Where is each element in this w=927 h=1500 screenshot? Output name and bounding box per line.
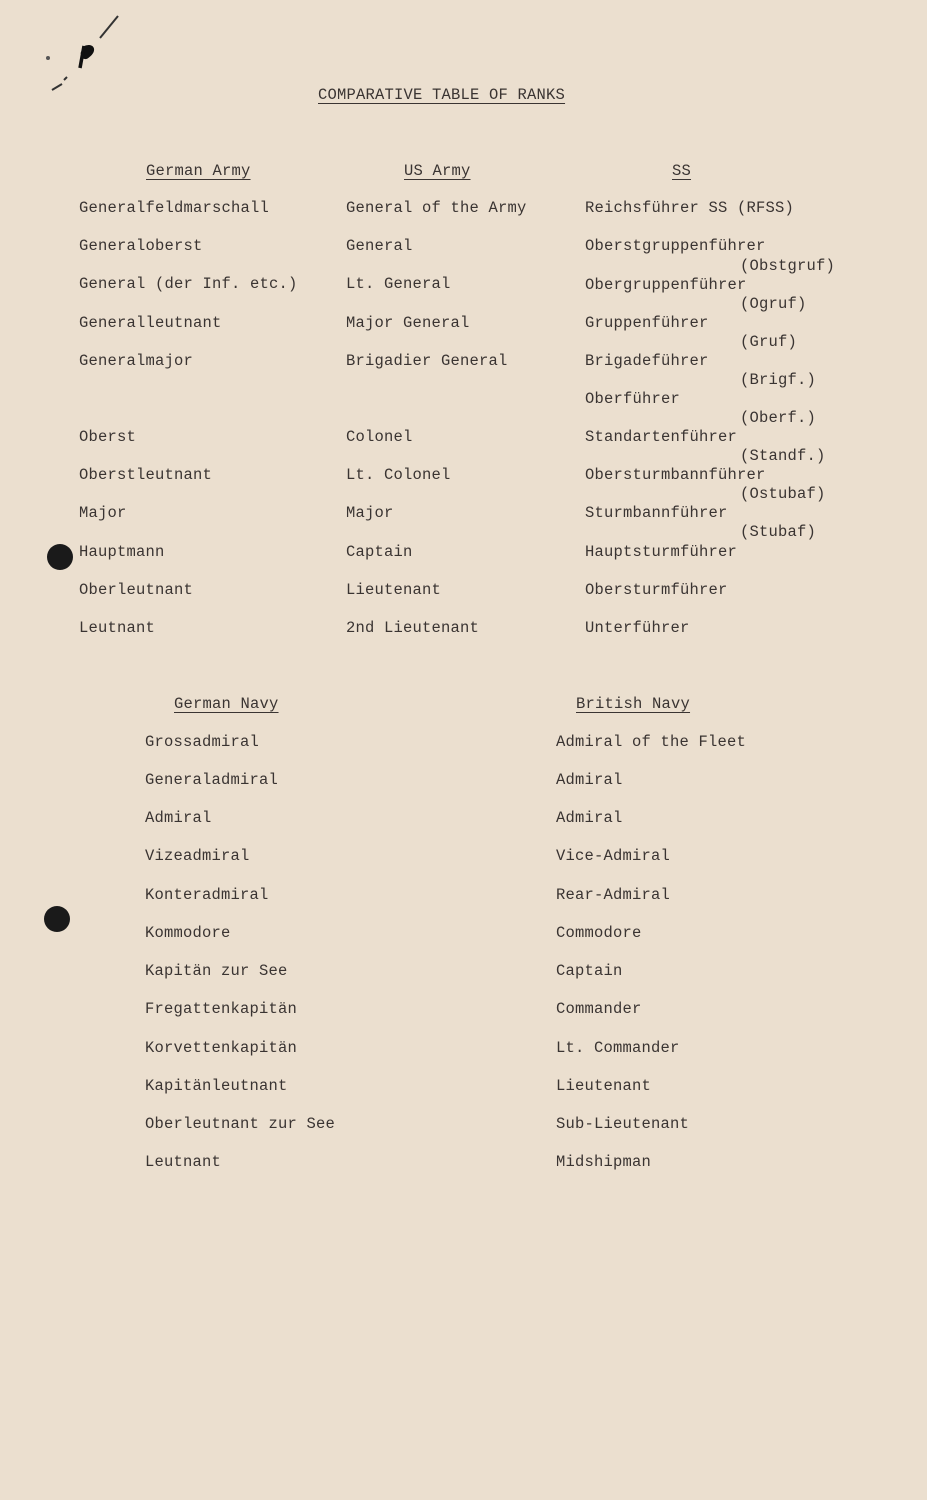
british-navy-rank: Vice-Admiral [556, 847, 671, 865]
ss-rank-abbreviation: (Oberf.) [740, 409, 817, 427]
us-army-rank: Lieutenant [346, 581, 442, 599]
ss-rank-abbreviation: (Ostubaf) [740, 485, 826, 503]
us-army-rank: Brigadier General [346, 352, 508, 370]
us-army-rank: 2nd Lieutenant [346, 619, 480, 637]
german-army-rank: Generalmajor [79, 352, 194, 370]
german-navy-rank: Korvettenkapitän [145, 1039, 298, 1057]
ss-rank-abbreviation: (Obstgruf) [740, 257, 836, 275]
ss-rank-abbreviation: (Gruf) [740, 333, 798, 351]
german-navy-rank: Konteradmiral [145, 886, 269, 904]
german-army-rank: Generalleutnant [79, 314, 222, 332]
german-army-rank: Leutnant [79, 619, 156, 637]
us-army-rank: Colonel [346, 428, 413, 446]
german-navy-rank: Kapitänleutnant [145, 1077, 288, 1095]
german-army-rank: Generaloberst [79, 237, 203, 255]
german-navy-rank: Fregattenkapitän [145, 1000, 298, 1018]
british-navy-rank: Captain [556, 962, 623, 980]
ss-rank: Oberstgruppenführer [585, 237, 766, 255]
us-army-rank: General [346, 237, 413, 255]
ss-rank: Obersturmbannführer [585, 466, 766, 484]
ss-rank-abbreviation: (Standf.) [740, 447, 826, 465]
german-army-rank: General (der Inf. etc.) [79, 275, 298, 293]
us-army-rank: Captain [346, 543, 413, 561]
page-title: COMPARATIVE TABLE OF RANKS [318, 86, 566, 104]
header-german-army: German Army [146, 162, 251, 180]
header-british-navy: British Navy [576, 695, 691, 713]
ss-rank-abbreviation: (Stubaf) [740, 523, 817, 541]
ss-rank: Standartenführer [585, 428, 738, 446]
british-navy-rank: Commodore [556, 924, 642, 942]
ss-rank: Brigadeführer [585, 352, 709, 370]
ss-rank-abbreviation: (Brigf.) [740, 371, 817, 389]
british-navy-rank: Lieutenant [556, 1077, 652, 1095]
ss-rank: Gruppenführer [585, 314, 709, 332]
german-navy-rank: Vizeadmiral [145, 847, 250, 865]
british-navy-rank: Midshipman [556, 1153, 652, 1171]
british-navy-rank: Admiral of the Fleet [556, 733, 747, 751]
punch-hole [47, 544, 73, 570]
british-navy-rank: Admiral [556, 771, 623, 789]
ss-rank: Sturmbannführer [585, 504, 728, 522]
british-navy-rank: Commander [556, 1000, 642, 1018]
german-navy-rank: Grossadmiral [145, 733, 260, 751]
british-navy-rank: Admiral [556, 809, 623, 827]
us-army-rank: Lt. General [346, 275, 451, 293]
german-navy-rank: Kapitän zur See [145, 962, 288, 980]
ss-rank: Reichsführer SS (RFSS) [585, 199, 795, 217]
german-navy-rank: Generaladmiral [145, 771, 279, 789]
ss-rank: Oberführer [585, 390, 681, 408]
ss-rank: Hauptsturmführer [585, 543, 738, 561]
german-army-rank: Oberleutnant [79, 581, 194, 599]
ss-rank: Obergruppenführer [585, 276, 747, 294]
ss-rank: Obersturmführer [585, 581, 728, 599]
german-army-rank: Major [79, 504, 127, 522]
german-navy-rank: Admiral [145, 809, 212, 827]
german-navy-rank: Leutnant [145, 1153, 222, 1171]
german-army-rank: Hauptmann [79, 543, 165, 561]
pencil-mark-icon [40, 10, 130, 100]
header-ss: SS [672, 162, 692, 180]
british-navy-rank: Lt. Commander [556, 1039, 680, 1057]
header-us-army: US Army [404, 162, 471, 180]
german-navy-rank: Kommodore [145, 924, 231, 942]
british-navy-rank: Rear-Admiral [556, 886, 671, 904]
us-army-rank: Lt. Colonel [346, 466, 451, 484]
punch-hole [44, 906, 70, 932]
british-navy-rank: Sub-Lieutenant [556, 1115, 690, 1133]
header-german-navy: German Navy [174, 695, 279, 713]
ss-rank: Unterführer [585, 619, 690, 637]
german-army-rank: Oberstleutnant [79, 466, 213, 484]
us-army-rank: General of the Army [346, 199, 527, 217]
german-army-rank: Oberst [79, 428, 137, 446]
german-army-rank: Generalfeldmarschall [79, 199, 270, 217]
german-navy-rank: Oberleutnant zur See [145, 1115, 336, 1133]
ss-rank-abbreviation: (Ogruf) [740, 295, 807, 313]
us-army-rank: Major [346, 504, 394, 522]
us-army-rank: Major General [346, 314, 470, 332]
